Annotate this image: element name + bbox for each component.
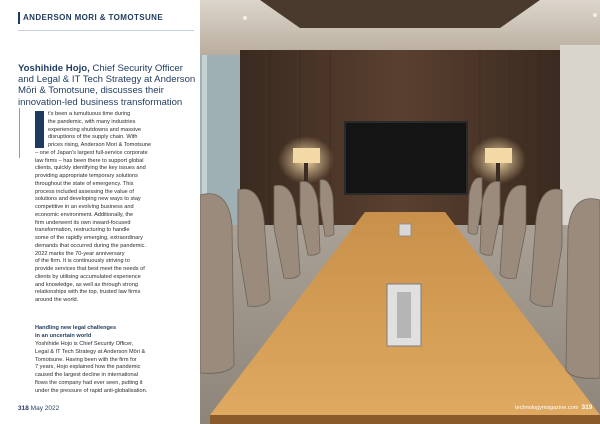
standfirst-line: innovation-led business transformation bbox=[18, 96, 183, 108]
body-line: clients by utilising accumulated experience bbox=[35, 273, 141, 280]
body-line: Yoshihide Hojo is Chief Security Officer, bbox=[35, 341, 134, 347]
body-line: economic environment. Additionally, the bbox=[35, 211, 134, 218]
body-line: 7 years, Hojo explained how the pandemic bbox=[35, 364, 141, 371]
body-line: demands that occurred during the pandemic. bbox=[35, 242, 147, 249]
body-line: solutions and developing new ways to stay bbox=[35, 196, 141, 203]
left-page-number: 318 bbox=[18, 405, 29, 412]
site-url: technologymagazine.com bbox=[515, 405, 579, 411]
issue-date: May 2022 bbox=[30, 405, 60, 412]
right-page-number: 319 bbox=[581, 404, 593, 411]
body-line: of the firm. It is continuously striving to bbox=[35, 258, 130, 265]
subheading bbox=[35, 325, 163, 341]
standfirst bbox=[18, 63, 196, 108]
body-line: prices rising, Anderson Mori & Tomotsune bbox=[48, 142, 152, 148]
body-line: caused the largest decline in international bbox=[35, 372, 138, 378]
body-line: under the pressure of rapid anti-globalisation. bbox=[35, 387, 148, 394]
standfirst-name: Yoshihide Hojo, bbox=[18, 63, 90, 74]
body-line: relationships with the top, trusted law firms bbox=[35, 289, 141, 296]
body-line: clients, quickly identifying the key issues and bbox=[35, 165, 146, 172]
standfirst-line: Mōri & Tomotsune, discusses their bbox=[18, 85, 164, 97]
body-line: process included assessing the value of bbox=[35, 188, 134, 195]
body-line: disruptions of the supply chain. With bbox=[48, 134, 138, 141]
body-line: Tomotsune. Having been with the firm for bbox=[35, 356, 137, 363]
left-folio bbox=[18, 405, 59, 412]
left-page bbox=[0, 0, 200, 424]
right-folio bbox=[515, 404, 592, 411]
body-line: throughout the state of emergency. This bbox=[35, 180, 134, 187]
body-text bbox=[35, 111, 163, 305]
body-line: experiencing shutdowns and massive bbox=[48, 126, 141, 133]
body-line: and knowledge, as well as through strong bbox=[35, 281, 138, 288]
running-header: ANDERSON MORI & TOMOTSUNE bbox=[23, 13, 164, 22]
body-line: firm underwent its own inward-focused bbox=[35, 219, 131, 226]
body-line: some of the rapidly emerging, extraordinary bbox=[35, 235, 143, 241]
accent-bar bbox=[19, 108, 20, 158]
body-line: competitive in an evolving business and bbox=[35, 204, 134, 210]
body-line: the pandemic, with many industries bbox=[48, 118, 136, 125]
subheading-line: in an uncertain world bbox=[35, 332, 92, 339]
body-line: 2022 marks the 70-year anniversary bbox=[35, 250, 125, 257]
header-divider bbox=[18, 30, 194, 31]
body-line: t's been a tumultuous time during bbox=[48, 111, 131, 117]
body-line: around the world. bbox=[35, 297, 79, 303]
body-line: flows the company had ever seen, putting it bbox=[35, 379, 143, 386]
body-line: Legal & IT Tech Strategy at Anderson Mōri & bbox=[35, 348, 146, 355]
body-line: law firms – has been there to support global bbox=[35, 157, 144, 164]
subheading-line: Handling new legal challenges bbox=[35, 325, 117, 331]
header-rule bbox=[18, 12, 20, 24]
body-line: – one of Japan's largest full-service corporate bbox=[35, 149, 148, 156]
standfirst-role: Chief Security Officer bbox=[89, 63, 183, 74]
boardroom-photo bbox=[200, 0, 600, 424]
body-line: transformation, restructuring to handle bbox=[35, 227, 130, 234]
standfirst-line: and Legal & IT Tech Strategy at Anderson bbox=[18, 74, 196, 86]
body-line: providing appropriate temporary solutions bbox=[35, 173, 138, 179]
body-line: provide services that best meet the needs of bbox=[35, 266, 145, 272]
body-text-2 bbox=[35, 341, 163, 395]
